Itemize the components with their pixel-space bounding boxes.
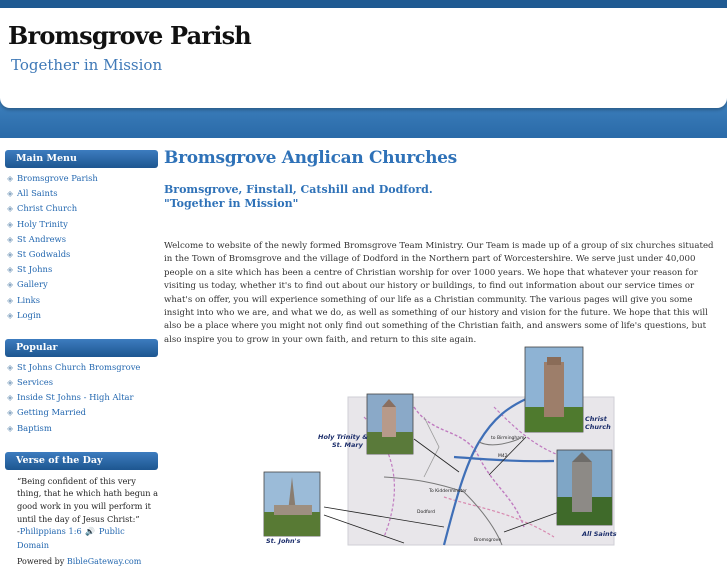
churches-map-svg <box>264 347 617 545</box>
menu-item-label: All Saints <box>17 188 58 199</box>
label-christ: Christ <box>585 415 607 423</box>
map-label-birmingham: to Birmingham <box>491 436 525 441</box>
label-all-saints: All Saints <box>582 530 617 538</box>
menu-item[interactable] <box>5 277 158 292</box>
verse-header: Verse of the Day <box>5 452 158 470</box>
map-label-bromsgrove: Bromsgrove <box>474 538 502 543</box>
st-johns-photo <box>264 472 320 536</box>
diamond-bullet-icon: ◈ <box>7 423 14 433</box>
sub-heading <box>164 183 719 210</box>
speaker-icon[interactable]: 🔊 <box>85 527 96 537</box>
popular-item[interactable] <box>5 360 158 375</box>
diamond-bullet-icon: ◈ <box>7 219 14 229</box>
page-title: Bromsgrove Anglican Churches <box>164 148 457 168</box>
diamond-bullet-icon: ◈ <box>7 310 14 320</box>
verse-module <box>5 452 158 566</box>
diamond-bullet-icon: ◈ <box>7 378 14 388</box>
site-title[interactable]: Bromsgrove Parish <box>8 21 251 50</box>
popular-item-label: Baptism <box>17 422 52 433</box>
map-label-m42: M42 <box>498 454 508 459</box>
all-saints-photo <box>557 450 612 525</box>
menu-item-label: Bromsgrove Parish <box>17 173 98 183</box>
verse-prefix: - <box>17 526 20 537</box>
christ-church-photo <box>525 347 583 432</box>
public-domain-link[interactable]: Public Domain <box>17 526 125 550</box>
menu-item-label: Holy Trinity <box>17 218 68 229</box>
powered-by <box>5 557 158 566</box>
menu-item[interactable] <box>5 293 158 308</box>
popular-item[interactable] <box>5 421 158 436</box>
verse-reference-link[interactable]: Philippians 1:6 <box>19 526 82 537</box>
diamond-bullet-icon: ◈ <box>7 234 14 244</box>
popular-list <box>5 360 158 436</box>
map-label-dodford: Dodford <box>417 510 436 515</box>
label-holy-trinity-1: Holy Trinity & <box>318 433 368 441</box>
diamond-bullet-icon: ◈ <box>7 249 14 259</box>
menu-item[interactable] <box>5 262 158 277</box>
holy-trinity-photo <box>367 394 413 454</box>
popular-item-label: St Johns Church Bromsgrove <box>17 361 141 372</box>
main-content <box>164 148 719 347</box>
popular-item-label: Inside St Johns - High Altar <box>17 392 134 403</box>
powered-label: Powered by <box>17 557 65 566</box>
sub-heading-line-2: "Together in Mission" <box>164 196 299 210</box>
diamond-bullet-icon: ◈ <box>7 295 14 305</box>
map-label-kidderminster: To Kidderminster <box>429 489 467 494</box>
diamond-bullet-icon: ◈ <box>7 408 14 418</box>
popular-item[interactable] <box>5 405 158 420</box>
menu-item-label: Links <box>17 294 41 305</box>
menu-item-label: St Andrews <box>17 233 66 244</box>
label-church: Church <box>585 423 611 431</box>
diamond-bullet-icon: ◈ <box>7 265 14 275</box>
menu-item[interactable] <box>5 201 158 216</box>
site-header <box>0 8 727 108</box>
menu-item-label: St Johns <box>17 264 53 275</box>
menu-item[interactable] <box>5 247 158 262</box>
verse-links <box>5 525 158 551</box>
intro-paragraph: Welcome to website of the newly formed Bromsgrove Team Ministry. Our Team is made up of a group of six churches situated in the Town of Bromsgrove and the village of Dodford in the Northern part of Worcestershire. We serve just under 40,000 people on a site which has been a centre of Christian worship for over 1000 years. We hope that whatever your reason for visiting us today, whether it's to find out about our history or buildings, to find out information about our service times or what's on offer, you will experience something of our life as a Christian community. The various pages will give you some insight into who we are, and what we do, as well as something of our history and vision for the future. We hope that this will also be a place where you might not only find out something of the Christian faith, and answers some of life's questions, but also inspire you to grow in your own faith, and return to this site again. <box>164 241 714 345</box>
diamond-bullet-icon: ◈ <box>7 204 14 214</box>
popular-item[interactable] <box>5 390 158 405</box>
site-tagline: Together in Mission <box>11 56 163 74</box>
popular-header: Popular <box>5 339 158 357</box>
sub-heading-line-1: Bromsgrove, Finstall, Catshill and Dodford. <box>164 183 433 196</box>
main-menu-list <box>5 171 158 323</box>
popular-item-label: Services <box>17 377 54 388</box>
menu-item[interactable] <box>5 186 158 201</box>
main-menu-header: Main Menu <box>5 150 158 168</box>
menu-item-label: Gallery <box>17 279 48 290</box>
sidebar <box>5 150 158 566</box>
menu-item-label: Christ Church <box>17 203 78 214</box>
popular-item[interactable] <box>5 375 158 390</box>
diamond-bullet-icon: ◈ <box>7 362 14 372</box>
biblegateway-link[interactable]: BibleGateway.com <box>66 557 142 566</box>
main-menu-module <box>5 150 158 323</box>
menu-item-label: Login <box>17 309 42 320</box>
diamond-bullet-icon: ◈ <box>7 174 14 183</box>
churches-map-image <box>264 347 617 545</box>
popular-item-label: Getting Married <box>17 407 87 418</box>
menu-item-label: St Godwalds <box>17 248 71 259</box>
top-bar <box>0 0 727 8</box>
menu-item[interactable] <box>5 232 158 247</box>
label-holy-trinity-2: St. Mary <box>332 441 363 449</box>
label-st-johns: St. John's <box>266 537 301 545</box>
menu-item[interactable] <box>5 171 158 186</box>
diamond-bullet-icon: ◈ <box>7 189 14 199</box>
verse-text: “Being confident of this very thing, that he which hath begun a good work in you will perform it until the day of Jesus Christ:” <box>17 475 158 524</box>
popular-module <box>5 339 158 436</box>
menu-item[interactable] <box>5 217 158 232</box>
diamond-bullet-icon: ◈ <box>7 393 14 403</box>
diamond-bullet-icon: ◈ <box>7 280 14 290</box>
menu-item[interactable] <box>5 308 158 323</box>
